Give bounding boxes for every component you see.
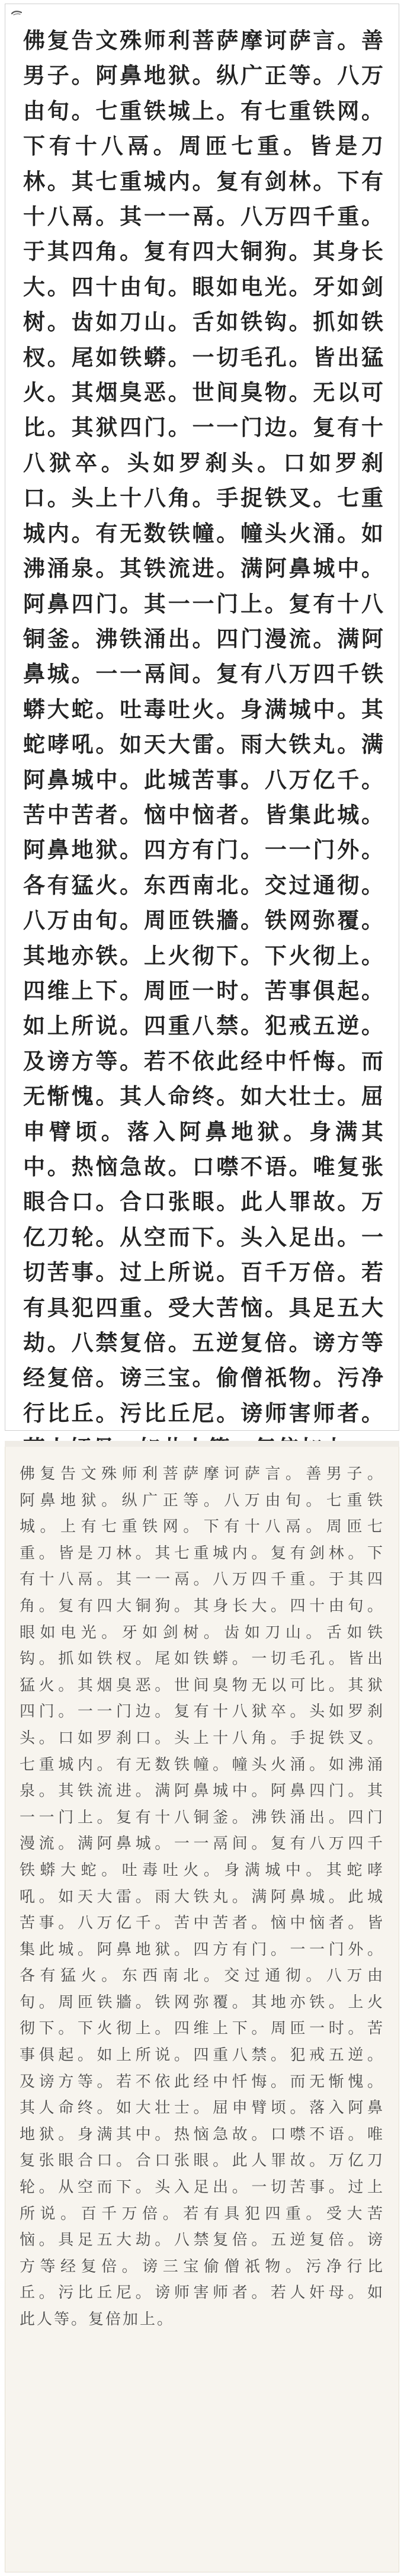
calligraphy-line: 所说。百千万倍。若有具犯四重。受大苦 <box>20 2205 384 2223</box>
calligraphy-line: 集此城。阿鼻地狱。四方有门。一一门外。 <box>20 1940 384 1959</box>
calligraphy-line: 其人命终。如大壮士。屈申臂顷。落入阿鼻 <box>20 2099 384 2117</box>
calligraphy-line: 轮。从空而下。头入足出。一切苦事。过上 <box>20 2178 384 2197</box>
calligraphy-line: 吼。如天大雷。雨大铁丸。满阿鼻城。此城 <box>20 1888 384 1906</box>
calligraphy-line: 佛复告文殊师利菩萨摩诃萨言。善男子。 <box>20 1465 384 1483</box>
calligraphy-line: 恼。具足五大劫。八禁复倍。五逆复倍。谤 <box>20 2231 384 2250</box>
calligraphy-line: 事俱起。如上所说。四重八禁。犯戒五逆。 <box>20 2046 384 2065</box>
calligraphy-line: 重。皆是刀林。其七重城内。复有剑林。下 <box>20 1544 384 1562</box>
section-divider <box>5 1441 399 1447</box>
calligraphy-line: 眼如电光。牙如剑树。齿如刀山。舌如铁 <box>20 1623 384 1642</box>
calligraphy-line: 城。上有七重铁网。下有十八鬲。周匝七 <box>20 1518 384 1536</box>
calligraphy-line: 方等经复倍。谤三宝偷僧祇物。污净行比 <box>20 2257 384 2276</box>
calligraphy-line: 及谤方等。若不依此经中忏悔。而无惭愧。 <box>20 2072 384 2091</box>
calligraphy-line: 泉。其铁流进。满阿鼻城中。阿鼻四门。其 <box>20 1782 384 1800</box>
sutra-body-text: 佛复告文殊师利菩萨摩诃萨言。善男子。阿鼻地狱。纵广正等。八万由旬。七重铁城上。有七重铁网。下有十八鬲。周匝七重。皆是刀林。其七重城内。复有剑林。下有十八鬲。其一一鬲。八万四千重。于其四角。复有四大铜狗。其身长大。四十由旬。眼如电光。牙如剑树。齿如刀山。舌如铁钩。抓如铁杈。尾如铁蟒。一切毛孔。皆出猛火。其烟臭恶。世间臭物。无以可比。其狱四门。一一门边。复有十八狱卒。头如罗刹头。口如罗刹口。头上十八角。手捉铁叉。七重城内。有无数铁幢。幢头火涌。如沸涌泉。其铁流进。满阿鼻城中。阿鼻四门。其一一门上。复有十八铜釜。沸铁涌出。四门漫流。满阿鼻城。一一鬲间。复有八万四千铁蟒大蛇。吐毒吐火。身满城中。其蛇哮吼。如天大雷。雨大铁丸。满阿鼻城中。此城苦事。八万亿千。苦中苦者。恼中恼者。皆集此城。阿鼻地狱。四方有门。一一门外。各有猛火。东西南北。交过通彻。八万由旬。周匝铁牆。铁网弥覆。其地亦铁。上火彻下。下火彻上。四维上下。周匝一时。苦事俱起。如上所说。四重八禁。犯戒五逆。及谤方等。若不依此经中忏悔。而无惭愧。其人命终。如大壮士。屈申臂顷。落入阿鼻地狱。身满其中。热恼急故。口噤不语。唯复张眼合口。合口张眼。此人罪故。万亿刀轮。从空而下。头入足出。一切苦事。过上所说。百千万倍。若有具犯四重。受大苦恼。具足五大劫。八禁复倍。五逆复倍。谤方等经复倍。谤三宝。偷僧祇物。污净行比丘。污比丘尼。谤师害师者。 <box>23 28 384 1426</box>
calligraphy-line: 头。口如罗刹口。头上十八角。手捉铁叉。 <box>20 1729 384 1747</box>
calligraphy-panel <box>5 1447 399 2572</box>
calligraphy-line: 阿鼻地狱。纵广正等。八万由旬。七重铁 <box>20 1491 384 1510</box>
calligraphy-line: 有十八鬲。其一一鬲。八万四千重。于其四 <box>20 1571 384 1589</box>
calligraphy-line: 旬。周匝铁牆。铁网弥覆。其地亦铁。上火 <box>20 1993 384 2011</box>
sutra-text-panel <box>5 4 399 1431</box>
calligraphy-line: 复张眼合口。合口张眼。此人罪故。万亿刀 <box>20 2152 384 2170</box>
calligraphy-line: 各有猛火。东西南北。交过通彻。八万由 <box>20 1967 384 1985</box>
calligraphy-body-text <box>20 1461 384 2333</box>
calligraphy-line: 漫流。满阿鼻城。一一鬲间。复有八万四千 <box>20 1835 384 1853</box>
calligraphy-line: 一一门上。复有十八铜釜。沸铁涌出。四门 <box>20 1808 384 1827</box>
brush-stroke-icon <box>11 10 22 16</box>
calligraphy-line: 七重城内。有无数铁幢。幢头火涌。如沸涌 <box>20 1755 384 1774</box>
calligraphy-line: 地狱。身满其中。热恼急故。口噤不语。唯 <box>20 2125 384 2144</box>
calligraphy-line: 钩。抓如铁杈。尾如铁蟒。一切毛孔。皆出 <box>20 1650 384 1668</box>
calligraphy-line: 苦事。八万亿千。苦中苦者。恼中恼者。皆 <box>20 1914 384 1933</box>
calligraphy-line: 丘。污比丘尼。谤师害师者。若人奸母。如 <box>20 2284 384 2302</box>
calligraphy-line: 铁蟒大蛇。吐毒吐火。身满城中。其蛇哮 <box>20 1861 384 1879</box>
calligraphy-line: 此人等。复倍加上。 <box>20 2311 175 2328</box>
calligraphy-line: 彻下。下火彻上。四维上下。周匝一时。苦 <box>20 2020 384 2038</box>
calligraphy-line: 角。复有四大铜狗。其身长大。四十由旬。 <box>20 1597 384 1615</box>
calligraphy-line: 猛火。其烟臭恶。世间臭物无以可比。其狱 <box>20 1676 384 1694</box>
calligraphy-line: 四门。一一门边。复有十八狱卒。头如罗刹 <box>20 1703 384 1721</box>
